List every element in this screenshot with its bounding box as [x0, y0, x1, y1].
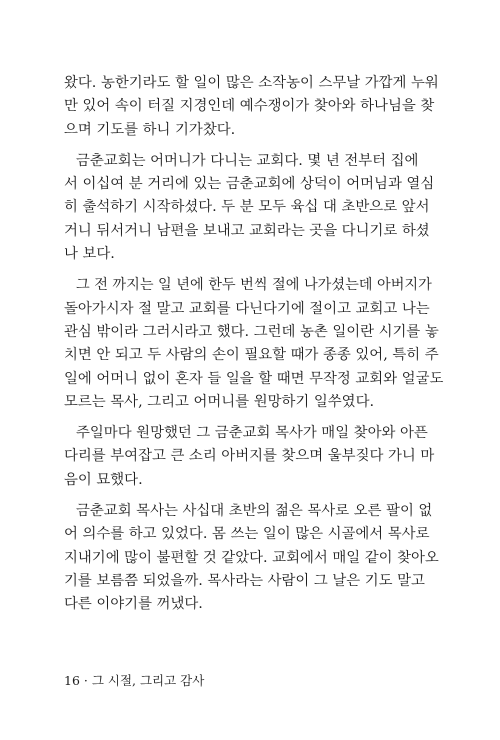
text-line: 으며 기도를 하니 기가찼다.: [64, 121, 236, 138]
paragraph: [64, 150, 436, 266]
text-line: 왔다. 농한기라도 할 일이 많은 소작농이 스무날 가깝게 누워: [64, 75, 439, 91]
text-line: 관심 밖이라 그러시라고 했다. 그런데 농촌 일이란 시기를 놓: [64, 323, 439, 340]
text-line: 돌아가시자 절 말고 교회를 다닌다기에 절이고 교회고 나는: [64, 300, 430, 317]
text-line: 서 이십여 분 거리에 있는 금춘교회에 상덕이 어머님과 열심: [64, 176, 435, 193]
paragraph: [64, 72, 439, 142]
text-line: 어 의수를 하고 있었다. 몸 쓰는 일이 많은 시골에서 목사로: [64, 526, 430, 543]
text-line: 다른 이야기를 꺼냈다.: [64, 596, 203, 613]
paragraph: [64, 422, 436, 492]
text-line: 그 전 까지는 일 년에 한두 번씩 절에 나가셨는데 아버지가: [76, 277, 432, 294]
text-line: 다리를 부여잡고 큰 소리 아버지를 찾으며 울부짖다 가니 마: [64, 448, 435, 465]
text-line: 치면 안 되고 두 사람의 손이 필요할 때가 종종 있어, 특히 주: [64, 347, 439, 364]
text-line: 히 출석하기 시작하셨다. 두 분 모두 육십 대 초반으로 앞서: [64, 199, 430, 216]
text-line: 나 보다.: [64, 246, 115, 263]
text-line: 일에 어머니 없이 혼자 들 일을 할 때면 무작정 교회와 얼굴도: [64, 370, 444, 387]
paragraph: [64, 500, 439, 616]
text-line: 기를 보름쯤 되었을까. 목사라는 사람이 그 날은 기도 말고: [64, 572, 425, 589]
text-line: 금춘교회 목사는 사십대 초반의 젊은 목사로 오른 팔이 없: [76, 503, 433, 520]
text-line: 모르는 목사, 그리고 어머니를 원망하기 일쑤였다.: [64, 393, 375, 410]
text-line: 음이 묘했다.: [64, 471, 143, 488]
text-line: 만 있어 속이 터질 지경인데 예수쟁이가 찾아와 하나님을 찾: [64, 98, 435, 115]
page-footer: 16 · 그 시절, 그리고 감사: [64, 673, 205, 688]
text-line: 거니 뒤서거니 남편을 보내고 교회라는 곳을 다니기로 하셨: [64, 222, 430, 239]
text-line: 주일마다 원망했던 그 금춘교회 목사가 매일 찾아와 아픈: [76, 425, 428, 442]
text-line: 금춘교회는 어머니가 다니는 교회다. 몇 년 전부터 집에: [76, 152, 419, 169]
text-line: 지내기에 많이 불편할 것 같았다. 교회에서 매일 같이 찾아오: [64, 549, 439, 566]
body-text: [64, 72, 444, 617]
paragraph: [64, 274, 444, 414]
